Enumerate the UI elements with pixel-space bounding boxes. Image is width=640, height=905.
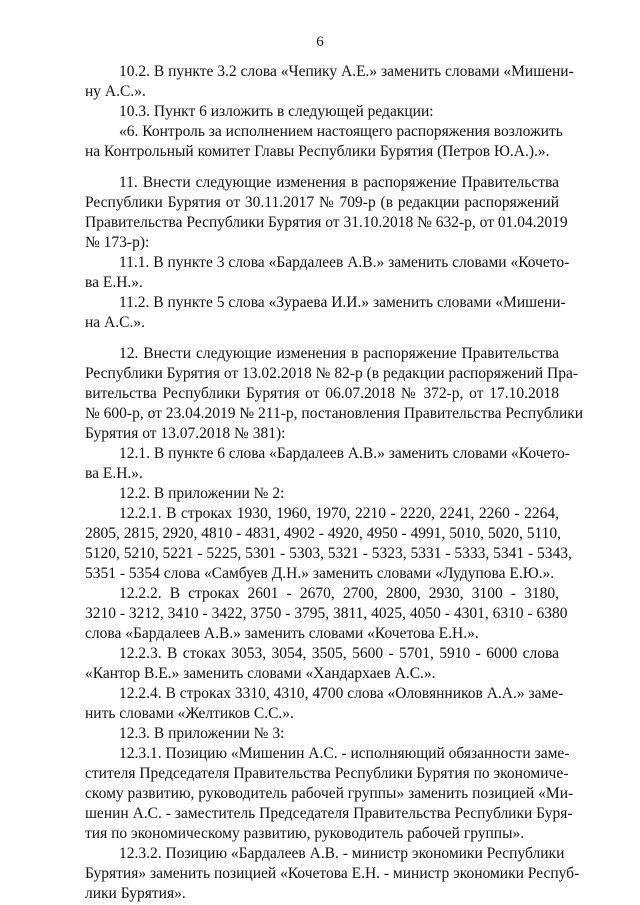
text-line: 12.3.1. Позицию «Мишенин А.С. - исполняющий обязанности заме- <box>119 745 570 762</box>
text-line: нить словами «Желтиков С.С.». <box>85 705 294 722</box>
text-line: 2805, 2815, 2920, 4810 - 4831, 4902 - 4920, 4950 - 4991, 5010, 5020, 5110, <box>85 525 562 542</box>
text-line: «6. Контроль за исполнением настоящего распоряжения возложить <box>119 123 563 140</box>
text-line: скому развитию, руководитель рабочей группы» заменить позицией «Ми- <box>85 785 574 802</box>
text-line: 12. Внести следующие изменения в распоряжение Правительства <box>119 345 559 362</box>
text-line: 10.3. Пункт 6 изложить в следующей редакции: <box>119 103 434 120</box>
text-line: № 600-р, от 23.04.2019 № 211-р, постановления Правительства Республики <box>85 405 584 422</box>
text-line: Республики Бурятия от 30.11.2017 № 709-р (в редакции распоряжений <box>85 194 559 211</box>
text-line: 11.1. В пункте 3 слова «Бардалеев А.В.» заменить словами «Кочето- <box>119 254 570 271</box>
text-line: 3210 - 3212, 3410 - 3422, 3750 - 3795, 3811, 4025, 4050 - 4301, 6310 - 6380 <box>85 605 568 622</box>
text-line: на А.С.». <box>85 314 145 331</box>
text-line: ну А.С.». <box>85 83 146 100</box>
text-line: 12.1. В пункте 6 слова «Бардалеев А.В.» заменить словами «Кочето- <box>119 445 570 462</box>
text-line: 12.3.2. Позицию «Бардалеев А.В. - министр экономики Республики <box>119 845 565 862</box>
text-line: тия по экономическому развитию, руководитель рабочей группы». <box>85 825 525 842</box>
text-line: Республики Бурятия от 13.02.2018 № 82-р (в редакции распоряжений Пра- <box>85 365 579 382</box>
text-line: Бурятия» заменить позицией «Кочетова Е.Н. - министр экономики Респуб- <box>85 865 580 882</box>
text-line: лики Бурятия». <box>85 885 186 902</box>
text-line: на Контрольный комитет Главы Республики Бурятия (Петров Ю.А.).». <box>85 143 550 160</box>
text-line: Правительства Республики Бурятия от 31.10.2018 № 632-р, от 01.04.2019 <box>85 214 568 231</box>
text-line: 12.3. В приложении № 3: <box>119 725 285 742</box>
text-line: 11.2. В пункте 5 слова «Зураева И.И.» заменить словами «Мишени- <box>119 294 566 311</box>
text-line: 12.2.2. В строках 2601 - 2670, 2700, 2800, 2930, 3100 - 3180, <box>119 585 559 602</box>
text-line: 5351 - 5354 слова «Самбуев Д.Н.» заменить словами «Лудупова Е.Ю.». <box>85 565 555 582</box>
text-line: 11. Внести следующие изменения в распоряжение Правительства <box>119 174 559 191</box>
text-line: вительства Республики Бурятия от 06.07.2018 № 372-р, от 17.10.2018 <box>85 385 559 402</box>
text-line: 12.2.3. В стоках 3053, 3054, 3505, 5600 - 5701, 5910 - 6000 слова <box>119 645 559 662</box>
text-line: стителя Председателя Правительства Республики Бурятия по экономиче- <box>85 765 569 782</box>
text-line: шенин А.С. - заместитель Председателя Правительства Республики Буря- <box>85 805 573 822</box>
text-line: 5120, 5210, 5221 - 5225, 5301 - 5303, 5321 - 5323, 5331 - 5333, 5341 - 5343, <box>85 545 572 562</box>
text-line: Бурятия от 13.07.2018 № 381): <box>85 425 286 442</box>
text-line: ва Е.Н.». <box>85 274 143 291</box>
text-line: 12.2. В приложении № 2: <box>119 485 285 502</box>
text-line: «Кантор В.Е.» заменить словами «Хандархаев А.С.». <box>85 665 436 682</box>
text-line: № 173-р): <box>85 234 150 251</box>
text-line: 12.2.4. В строках 3310, 4310, 4700 слова «Оловянников А.А.» заме- <box>119 685 564 702</box>
text-line: 12.2.1. В строках 1930, 1960, 1970, 2210 - 2220, 2241, 2260 - 2264, <box>119 505 559 522</box>
page-number: 6 <box>316 34 324 50</box>
text-line: ва Е.Н.». <box>85 465 143 482</box>
text-line: 10.2. В пункте 3.2 слова «Чепику А.Е.» заменить словами «Мишени- <box>119 63 574 80</box>
text-line: слова «Бардалеев А.В.» заменить словами «Кочетова Е.Н.». <box>85 625 479 642</box>
